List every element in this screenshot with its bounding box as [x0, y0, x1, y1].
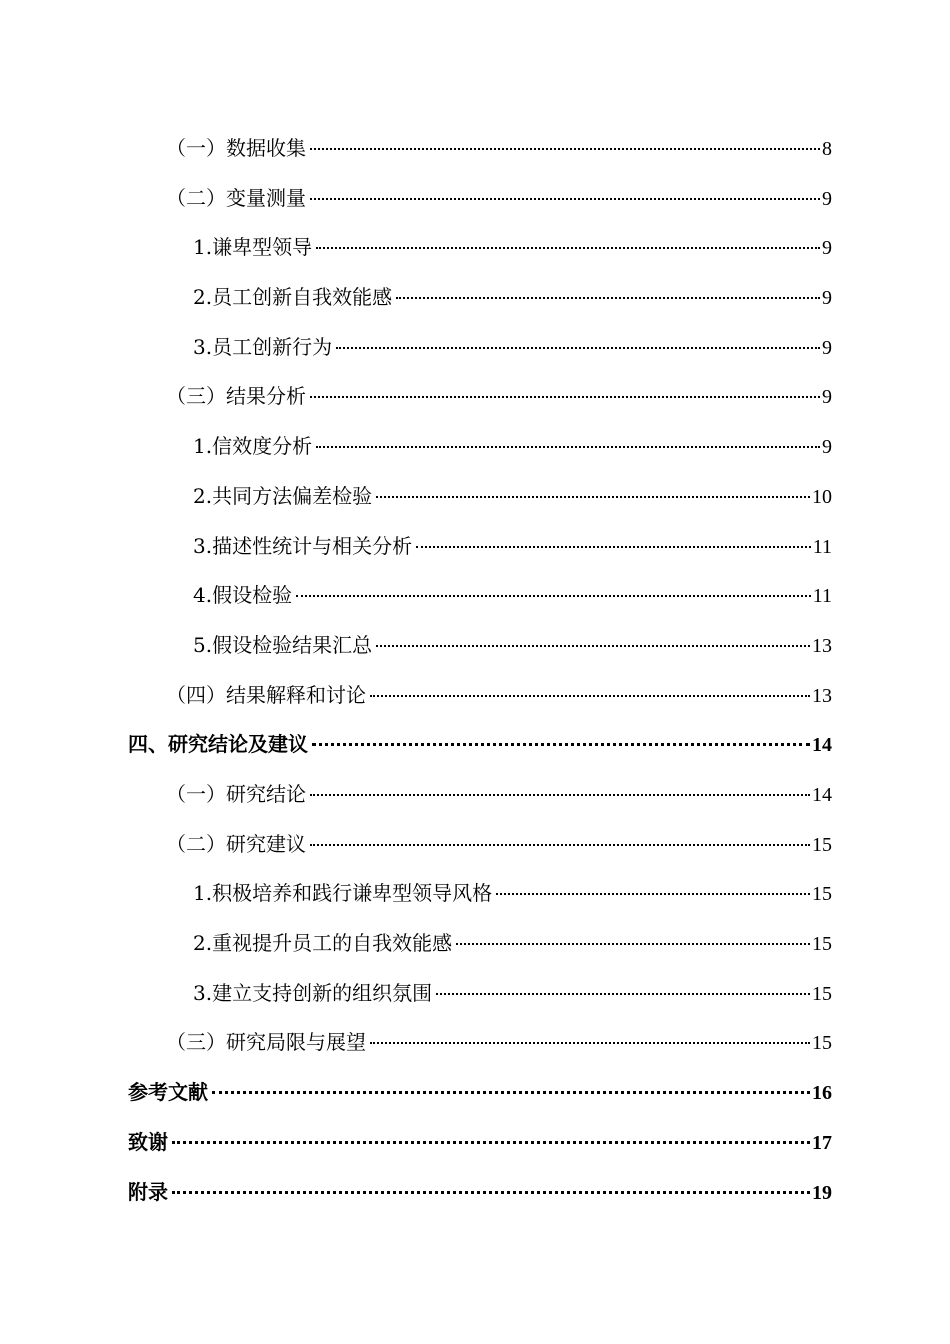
toc-dot-leader	[310, 198, 820, 200]
toc-entry-conclusions-chapter[interactable]	[128, 729, 832, 759]
toc-entry-title: 3.员工创新行为	[193, 335, 333, 359]
toc-dot-leader	[212, 1091, 810, 1094]
toc-entry-page: 8	[822, 138, 832, 160]
toc-entry-page: 15	[812, 983, 832, 1005]
toc-dot-leader	[396, 297, 820, 299]
toc-entry-title: （二）变量测量	[166, 186, 306, 210]
toc-entry-title: 1.积极培养和践行谦卑型领导风格	[193, 881, 493, 905]
toc-entry-title: 2.员工创新自我效能感	[193, 285, 393, 309]
toc-entry-title: 4.假设检验	[193, 583, 293, 607]
toc-dot-leader	[310, 794, 810, 796]
toc-dot-leader	[376, 645, 810, 647]
toc-entry-self-efficacy-improvement[interactable]	[193, 928, 832, 958]
toc-entry-common-method-bias[interactable]	[193, 481, 832, 511]
toc-entry-page: 19	[812, 1182, 832, 1204]
toc-entry-page: 11	[812, 536, 832, 558]
toc-entry-title: 2.重视提升员工的自我效能感	[193, 931, 453, 955]
toc-entry-page: 15	[812, 883, 832, 905]
toc-entry-title: （一）数据收集	[166, 136, 306, 160]
toc-entry-title: （三）结果分析	[166, 384, 306, 408]
toc-dot-leader	[296, 595, 811, 597]
toc-entry-page: 13	[812, 685, 832, 707]
toc-entry-title: （二）研究建议	[166, 832, 306, 856]
toc-dot-leader	[310, 148, 820, 150]
toc-entry-acknowledgements[interactable]	[128, 1127, 832, 1157]
toc-entry-limitations-outlook[interactable]	[166, 1027, 832, 1057]
toc-entry-innovation-climate[interactable]	[193, 978, 832, 1008]
toc-entry-hypothesis-testing[interactable]	[193, 580, 832, 610]
toc-entry-title: 致谢	[128, 1130, 168, 1154]
toc-entry-page: 14	[812, 734, 832, 756]
toc-entry-page: 9	[822, 237, 832, 259]
toc-entry-research-conclusions[interactable]	[166, 779, 832, 809]
toc-entry-references[interactable]	[128, 1077, 832, 1107]
toc-entry-page: 9	[822, 436, 832, 458]
toc-entry-creative-self-efficacy[interactable]	[193, 282, 832, 312]
toc-entry-page: 11	[812, 585, 832, 607]
toc-entry-title: （四）结果解释和讨论	[166, 683, 366, 707]
toc-entry-page: 10	[812, 486, 832, 508]
toc-entry-page: 9	[822, 287, 832, 309]
toc-entry-page: 16	[812, 1082, 832, 1104]
toc-entry-page: 15	[812, 1032, 832, 1054]
toc-dot-leader	[310, 396, 820, 398]
toc-entry-page: 9	[822, 337, 832, 359]
toc-dot-leader	[316, 446, 820, 448]
toc-entry-title: 1.谦卑型领导	[193, 235, 313, 259]
toc-entry-page: 17	[812, 1132, 832, 1154]
toc-entry-title: 5.假设检验结果汇总	[193, 633, 373, 657]
toc-dot-leader	[496, 893, 810, 895]
toc-entry-title: 3.描述性统计与相关分析	[193, 534, 413, 558]
toc-entry-page: 14	[812, 784, 832, 806]
toc-dot-leader	[370, 1042, 810, 1044]
toc-entry-page: 13	[812, 635, 832, 657]
toc-entry-result-discussion[interactable]	[166, 680, 832, 710]
toc-dot-leader	[312, 743, 810, 746]
toc-entry-title: 参考文献	[128, 1080, 208, 1104]
toc-dot-leader	[416, 546, 811, 548]
toc-entry-page: 15	[812, 834, 832, 856]
toc-entry-reliability-validity[interactable]	[193, 431, 832, 461]
toc-dot-leader	[172, 1191, 810, 1194]
toc-entry-page: 9	[822, 386, 832, 408]
toc-dot-leader	[310, 844, 810, 846]
toc-entry-title: 1.信效度分析	[193, 434, 313, 458]
toc-dot-leader	[370, 695, 810, 697]
toc-dot-leader	[316, 247, 820, 249]
toc-entry-research-suggestions[interactable]	[166, 829, 832, 859]
toc-entry-page: 9	[822, 188, 832, 210]
toc-entry-innovative-behavior[interactable]	[193, 332, 832, 362]
toc-entry-page: 15	[812, 933, 832, 955]
toc-entry-humble-style[interactable]	[193, 878, 832, 908]
toc-entry-title: 2.共同方法偏差检验	[193, 484, 373, 508]
toc-entry-title: 3.建立支持创新的组织氛围	[193, 981, 433, 1005]
toc-entry-variable-measurement[interactable]	[166, 183, 832, 213]
toc-entry-result-analysis[interactable]	[166, 381, 832, 411]
toc-entry-title: （一）研究结论	[166, 782, 306, 806]
toc-dot-leader	[172, 1141, 810, 1144]
toc-entry-descriptive-statistics[interactable]	[193, 531, 832, 561]
toc-dot-leader	[456, 943, 810, 945]
toc-entry-title: （三）研究局限与展望	[166, 1030, 366, 1054]
toc-dot-leader	[376, 496, 810, 498]
toc-entry-hypothesis-summary[interactable]	[193, 630, 832, 660]
toc-entry-title: 附录	[128, 1180, 168, 1204]
toc-dot-leader	[436, 993, 810, 995]
toc-entry-title: 四、研究结论及建议	[128, 732, 308, 756]
toc-dot-leader	[336, 347, 820, 349]
toc-entry-data-collection[interactable]	[166, 133, 832, 163]
toc-entry-appendix[interactable]	[128, 1177, 832, 1207]
toc-entry-humble-leadership[interactable]	[193, 232, 832, 262]
